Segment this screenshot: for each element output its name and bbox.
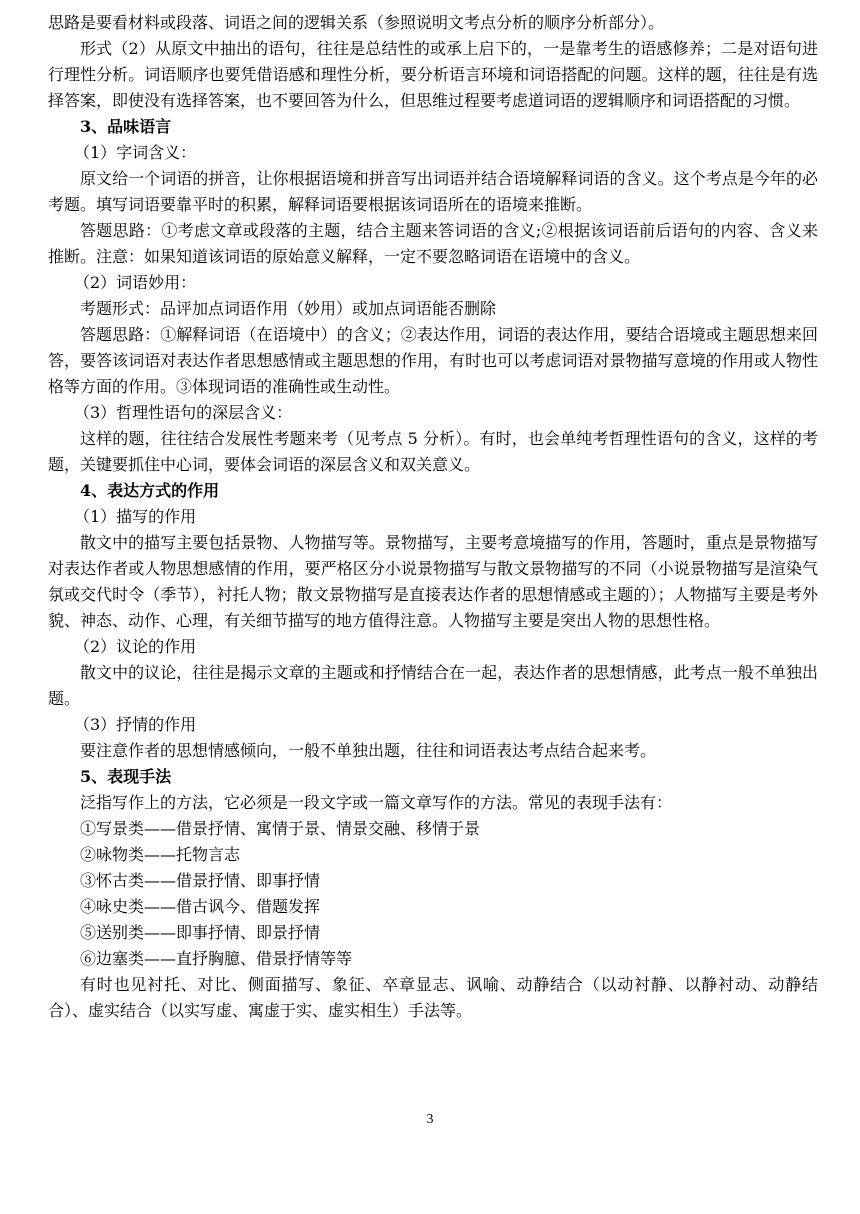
subheading-description: （1）描写的作用	[74, 507, 197, 526]
paragraph-argument: 散文中的议论，往往是揭示文章的主题或和抒情结合在一起，表达作者的思想情感，此考点一般不单独出题。	[48, 663, 818, 708]
paragraph-answer-approach-2: 答题思路：①解释词语（在语境中）的含义；②表达作用，词语的表达作用，要结合语境或主题思想来回答，要答该词语对表达作者思想感情或主题思想的作用，有时也可以考虑词语对景物描写意境的作用或人物性格等方面的作用。③体现词语的准确性或生动性。	[48, 325, 818, 396]
paragraph-question-form: 考题形式：品评加点词语作用（妙用）或加点词语能否删除	[80, 299, 497, 318]
list-item-technique: ②咏物类——托物言志	[80, 845, 241, 864]
page-number: 3	[426, 1112, 434, 1127]
paragraph-answer-approach-1: 答题思路：①考虑文章或段落的主题，结合主题来答词语的含义;②根据该词语前后语句的内容、含义来推断。注意：如果知道该词语的原始意义解释，一定不要忽略词语在语境中的含义。	[48, 221, 818, 266]
subheading-argument: （2）议论的作用	[74, 637, 197, 656]
heading-4-expression-modes: 4、表达方式的作用	[80, 481, 220, 500]
subheading-lyricism: （3）抒情的作用	[74, 715, 197, 734]
heading-3-taste-language: 3、品味语言	[80, 117, 172, 136]
document-body	[48, 10, 818, 1024]
paragraph-techniques-intro: 泛指写作上的方法，它必须是一段文字或一篇文章写作的方法。常见的表现手法有：	[80, 793, 673, 812]
list-item-technique: ③怀古类——借景抒情、即事抒情	[80, 871, 321, 890]
list-item-technique: ①写景类——借景抒情、寓情于景、情景交融、移情于景	[80, 819, 481, 838]
list-item-technique: ⑥边塞类——直抒胸臆、借景抒情等等	[80, 949, 353, 968]
list-item-technique: ⑤送别类——即事抒情、即景抒情	[80, 923, 321, 942]
paragraph-form-2: 形式（2）从原文中抽出的语句，往往是总结性的或承上启下的，一是靠考生的语感修养；二是对语句进行理性分析。词语顺序也要凭借语感和理性分析，要分析语言环境和词语搭配的问题。这样的题，往往是有选择答案，即使没有选择答案，也不要回答为什么，但思维过程要考虑道词语的逻辑顺序和词语搭配的习惯。	[48, 39, 818, 110]
paragraph-lyricism: 要注意作者的思想情感倾向，一般不单独出题，往往和词语表达考点结合起来考。	[80, 741, 657, 760]
paragraph-other-techniques: 有时也见衬托、对比、侧面描写、象征、卒章显志、讽喻、动静结合（以动衬静、以静衬动、动静结合）、虚实结合（以实写虚、寓虚于实、虚实相生）手法等。	[48, 975, 818, 1020]
subheading-philosophical-sentences: （3）哲理性语句的深层含义：	[74, 403, 293, 422]
paragraph-description: 散文中的描写主要包括景物、人物描写等。景物描写，主要考意境描写的作用，答题时，重点是景物描写对表达作者或人物思想感情的作用，要严格区分小说景物描写与散文景物描写的不同（小说景物描写是渲染气氛或交代时令（季节），衬托人物；散文景物描写是直接表达作者的思想情感或主题的）；人物描写主要是考外貌、神态、动作、心理，有关细节描写的地方值得注意。人物描写主要是突出人物的思想性格。	[48, 533, 818, 630]
subheading-word-meaning: （1）字词含义：	[74, 143, 197, 162]
heading-5-techniques: 5、表现手法	[80, 767, 172, 786]
paragraph-philosophical: 这样的题，往往结合发展性考题来考（见考点 5 分析）。有时，也会单纯考哲理性语句的含义，这样的考题，关键要抓住中心词，要体会词语的深层含义和双关意义。	[48, 429, 818, 474]
list-item-technique: ④咏史类——借古讽今、借题发挥	[80, 897, 321, 916]
paragraph-continuation: 思路是要看材料或段落、词语之间的逻辑关系（参照说明文考点分析的顺序分析部分）。	[48, 13, 665, 32]
subheading-word-usage: （2）词语妙用：	[74, 273, 197, 292]
paragraph-word-meaning: 原文给一个词语的拼音，让你根据语境和拼音写出词语并结合语境解释词语的含义。这个考点是今年的必考题。填写词语要靠平时的积累，解释词语要根据该词语所在的语境来推断。	[48, 169, 818, 214]
